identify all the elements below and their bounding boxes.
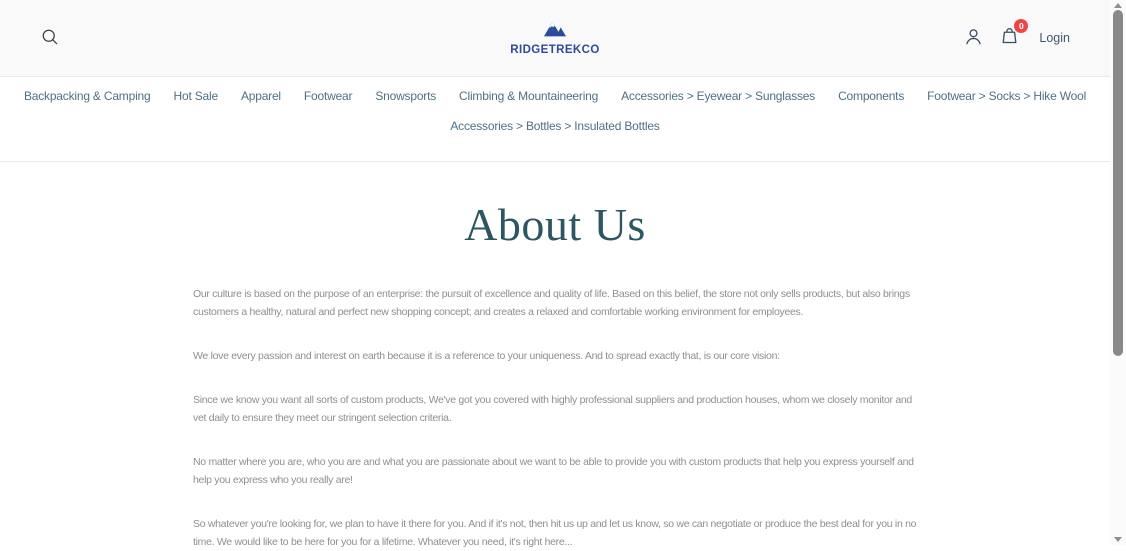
page-title: About Us (464, 199, 646, 250)
nav-item-accessories-eyewear-sunglasses[interactable]: Accessories > Eyewear > Sunglasses (621, 89, 816, 103)
user-icon (963, 26, 984, 50)
nav-item-snowsports[interactable]: Snowsports (375, 89, 437, 103)
login-link[interactable]: Login (1039, 31, 1070, 45)
nav-item-hot-sale[interactable]: Hot Sale (173, 89, 218, 103)
nav-item-footwear-socks-hike-wool[interactable]: Footwear > Socks > Hike Wool (927, 89, 1087, 103)
account-button[interactable] (963, 26, 984, 50)
nav-item-components[interactable]: Components (838, 89, 905, 103)
scrollbar[interactable] (1110, 0, 1126, 545)
about-paragraph-3: Since we know you want all sorts of custom products, We've got you covered with highly professional suppliers and production houses, whom we closely monitor and vet daily to ensure they meet our stringent selection criteria. (193, 394, 912, 424)
search-button[interactable] (40, 27, 60, 50)
site-logo[interactable] (510, 20, 599, 56)
nav-item-backpacking-camping[interactable]: Backpacking & Camping (23, 89, 151, 103)
nav-item-footwear[interactable]: Footwear (303, 89, 353, 103)
about-paragraph-4: No matter where you are, who you are and what you are passionate about we want to be able to provide you with custom products that help you express yourself and help you express who you really are! (193, 456, 914, 486)
scrollbar-up-arrow[interactable] (1114, 3, 1122, 8)
about-paragraph-2: We love every passion and interest on earth because it is a reference to your uniqueness. And to spread exactly that, is our core vision: (193, 350, 780, 362)
nav-row-2 (0, 118, 1110, 135)
cart-count-badge: 0 (1014, 19, 1028, 33)
nav-row-1 (0, 88, 1110, 105)
scrollbar-down-arrow[interactable] (1114, 537, 1122, 542)
nav-item-climbing-mountaineering[interactable]: Climbing & Mountaineering (459, 89, 599, 103)
main-nav (0, 77, 1110, 162)
site-header (0, 0, 1110, 77)
mountain-logo-icon (541, 20, 569, 43)
about-paragraph-5: So whatever you're looking for, we plan to have it there for you. And if it's not, then hit us up and let us know, so we can negotiate or produce the best deal for you in no time. We would like to be here for you for a lifetime. Whatever you need, it's right here... (193, 518, 917, 548)
about-section (0, 162, 1110, 551)
scrollbar-thumb[interactable] (1113, 10, 1123, 356)
cart-button[interactable] (999, 20, 1024, 51)
logo-text: RIDGETREKCO (510, 44, 600, 56)
search-icon (40, 27, 60, 50)
nav-item-apparel[interactable]: Apparel (240, 89, 281, 103)
nav-item-accessories-bottles-insulated-bottles[interactable]: Accessories > Bottles > Insulated Bottles (450, 119, 660, 133)
about-paragraph-1: Our culture is based on the purpose of an enterprise: the pursuit of excellence and quality of life. Based on this belief, the store not only sells products, but also brings customers a healthy, natural and perfect new shopping concept; and creates a relaxed and comfortable working environment for employees. (193, 288, 910, 318)
about-text (193, 285, 917, 551)
